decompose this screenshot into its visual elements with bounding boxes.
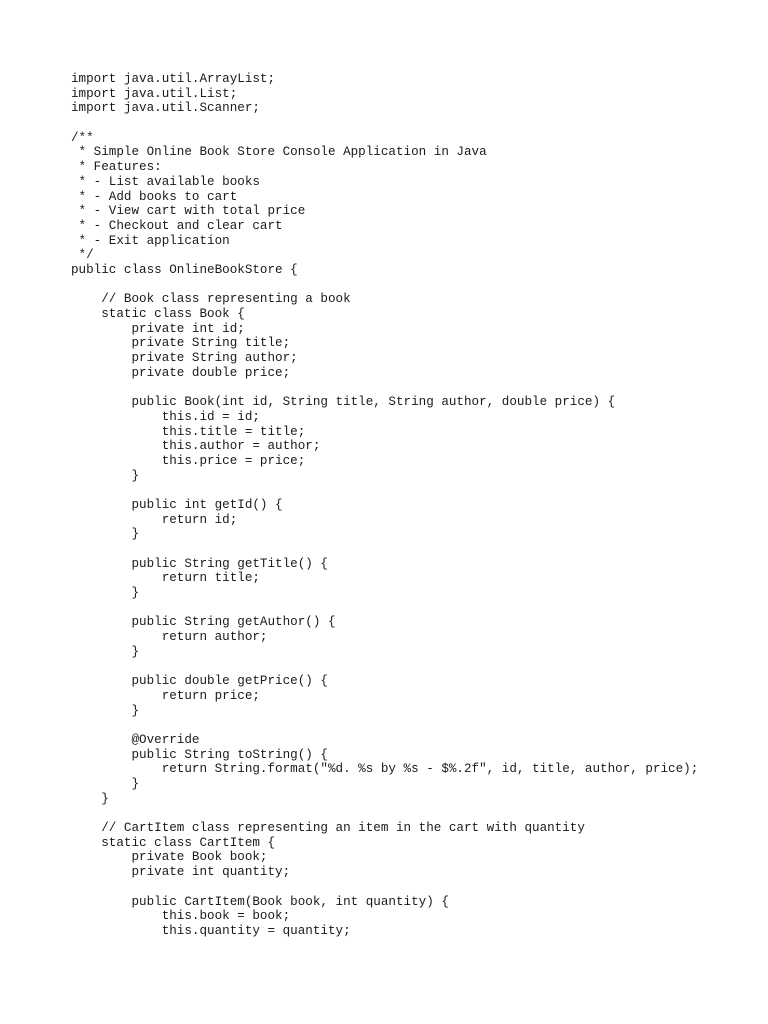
code-line: } (71, 703, 140, 718)
code-line: public String toString() { (71, 747, 328, 762)
code-line: private int id; (71, 321, 245, 336)
code-line: return title; (71, 571, 260, 586)
code-line: // Book class representing a book (71, 292, 351, 307)
code-line: import java.util.ArrayList; (71, 72, 276, 86)
code-line: * Simple Online Book Store Console Application in Java (71, 145, 487, 160)
code-line: } (71, 644, 140, 659)
code-line: * Features: (71, 160, 162, 175)
code-line: import java.util.List; (71, 86, 238, 101)
code-line: this.price = price; (71, 453, 306, 468)
code-line: public String getAuthor() { (71, 615, 336, 630)
code-line: * - Checkout and clear cart (71, 218, 283, 233)
code-line: private int quantity; (71, 865, 291, 880)
code-line (71, 718, 698, 733)
code-line: } (71, 468, 140, 483)
code-line (71, 483, 698, 498)
code-line: } (71, 791, 109, 806)
code-line: } (71, 527, 140, 542)
code-line: private double price; (71, 365, 291, 380)
code-line (71, 806, 698, 821)
code-line: @Override (71, 732, 200, 747)
code-line (71, 880, 698, 895)
code-line: return String.format("%d. %s by %s - $%.2f", id, title, author, price); (71, 762, 699, 777)
code-block (71, 72, 698, 939)
code-line (71, 278, 698, 293)
code-line: public Book(int id, String title, String author, double price) { (71, 395, 616, 410)
code-line (71, 601, 698, 616)
code-line: * - List available books (71, 174, 260, 189)
code-line: this.title = title; (71, 424, 306, 439)
code-line: public int getId() { (71, 497, 283, 512)
code-line: * - View cart with total price (71, 204, 306, 219)
code-line: // CartItem class representing an item in the cart with quantity (71, 821, 585, 836)
code-line: } (71, 586, 140, 601)
code-line: } (71, 777, 140, 791)
code-line: this.book = book; (71, 909, 291, 924)
code-line: import java.util.Scanner; (71, 101, 260, 116)
code-line: this.id = id; (71, 409, 260, 424)
code-line: this.quantity = quantity; (71, 923, 351, 938)
code-line: */ (71, 248, 94, 263)
code-line: private String title; (71, 336, 291, 351)
code-line: return id; (71, 512, 238, 527)
code-line: return price; (71, 688, 260, 703)
code-line: private String author; (71, 351, 298, 366)
code-line (71, 660, 698, 675)
code-line: this.author = author; (71, 439, 321, 454)
code-line: private Book book; (71, 850, 268, 865)
code-line: public String getTitle() { (71, 556, 328, 571)
code-line: return author; (71, 630, 268, 645)
code-line: public double getPrice() { (71, 674, 328, 689)
code-line: * - Exit application (71, 233, 230, 248)
code-line: * - Add books to cart (71, 189, 238, 204)
code-line (71, 380, 698, 395)
code-line (71, 542, 698, 557)
code-line: static class CartItem { (71, 835, 276, 850)
code-line: public class OnlineBookStore { (71, 262, 298, 277)
code-line: static class Book { (71, 307, 245, 321)
code-line (71, 116, 698, 131)
code-line: public CartItem(Book book, int quantity) { (71, 894, 449, 909)
code-line: /** (71, 130, 94, 145)
